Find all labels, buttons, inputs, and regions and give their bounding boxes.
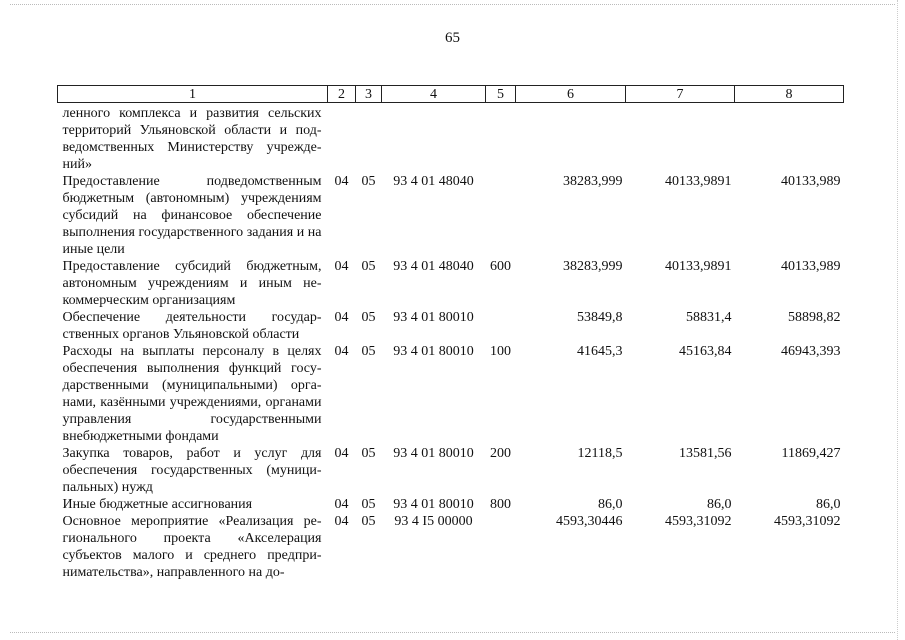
cell-expense-type: 200 [490,446,511,461]
table-header [58,86,844,103]
table-row [58,309,844,343]
cell-target-article: 93 4 01 48040 [393,259,474,274]
cell-amount-year-1: 4593,30446 [556,514,623,529]
cell-section: 04 [334,259,349,274]
cell-amount-year-1: 12118,5 [577,446,623,461]
cell-target-article [382,103,486,174]
scan-edge-right [897,0,899,640]
header-col-7: 7 [626,86,735,103]
table-row [58,173,844,258]
table-row [58,258,844,309]
page-number: 65 [445,30,460,46]
cell-description: ленного комплекса и развития сельских территорий Ульяновской области и подведомственных Министерству учреждений» [62,106,322,172]
cell-amount-year-3: 4593,31092 [774,514,841,529]
cell-subsection: 05 [361,174,376,189]
cell-section: 04 [334,310,349,325]
cell-amount-year-1 [516,103,626,174]
cell-amount-year-1: 38283,999 [563,174,623,189]
cell-target-article: 93 4 01 80010 [393,446,474,461]
cell-description: Иные бюджетные ассигнования [62,497,253,512]
cell-amount-year-3: 40133,989 [781,174,841,189]
cell-expense-type: 800 [490,497,511,512]
cell-amount-year-2: 58831,4 [686,310,732,325]
cell-amount-year-1: 41645,3 [577,344,623,359]
cell-expense-type [486,103,516,174]
cell-section: 04 [334,497,349,512]
header-col-1: 1 [58,86,328,103]
cell-section: 04 [334,514,349,529]
scan-edge-top [10,4,895,6]
cell-amount-year-2 [626,103,735,174]
header-row [58,86,844,103]
cell-amount-year-2: 13581,56 [679,446,732,461]
cell-section: 04 [334,174,349,189]
cell-target-article: 93 4 01 80010 [393,344,474,359]
cell-amount-year-1: 86,0 [598,497,623,512]
cell-description: Расходы на выплаты персоналу в целях обеспечения выполнения функций государственными (муниципальными) органами, казёнными учреждениями, органами управления государственными внебюджетными фондами [62,344,322,444]
cell-expense-type: 100 [490,344,511,359]
table-body [58,103,844,582]
cell-description: Предоставление подведомственным бюджетным (автономным) учреждениям субсидий на финансовое обеспечение выполнения государственного задания и на иные цели [62,174,322,257]
cell-amount-year-2: 4593,31092 [665,514,732,529]
budget-table [57,85,844,581]
cell-subsection: 05 [361,514,376,529]
cell-section: 04 [334,344,349,359]
header-col-8: 8 [735,86,844,103]
cell-amount-year-3: 40133,989 [781,259,841,274]
table-row [58,445,844,496]
cell-description: Предоставление субсидий бюджетным, автономным учреждениям и иным некоммерческим организациям [62,259,322,308]
scan-edge-bottom [10,632,895,634]
cell-target-article: 93 4 01 80010 [393,497,474,512]
cell-subsection: 05 [361,344,376,359]
header-col-2: 2 [328,86,356,103]
cell-amount-year-3: 46943,393 [781,344,841,359]
cell-expense-type [486,173,516,258]
cell-amount-year-3: 58898,82 [788,310,841,325]
cell-expense-type [486,513,516,581]
cell-section [328,103,356,174]
cell-subsection [356,103,382,174]
cell-expense-type: 600 [490,259,511,274]
cell-amount-year-2: 45163,84 [679,344,732,359]
cell-subsection: 05 [361,259,376,274]
cell-description: Закупка товаров, работ и услуг для обеспечения государственных (муниципальных) нужд [62,446,322,495]
cell-target-article: 93 4 01 80010 [393,310,474,325]
cell-amount-year-1: 38283,999 [563,259,623,274]
header-col-6: 6 [516,86,626,103]
cell-subsection: 05 [361,310,376,325]
cell-amount-year-1: 53849,8 [577,310,623,325]
cell-subsection: 05 [361,446,376,461]
header-col-3: 3 [356,86,382,103]
cell-amount-year-2: 40133,9891 [665,259,732,274]
table-row [58,103,844,174]
cell-target-article: 93 4 I5 00000 [394,514,473,529]
table-row [58,513,844,581]
cell-amount-year-3: 86,0 [816,497,841,512]
cell-amount-year-3 [735,103,844,174]
cell-description: Обеспечение деятельности государственных органов Ульяновской области [62,310,322,342]
header-col-5: 5 [486,86,516,103]
header-col-4: 4 [382,86,486,103]
cell-section: 04 [334,446,349,461]
cell-amount-year-3: 11869,427 [781,446,841,461]
table-row [58,496,844,513]
cell-subsection: 05 [361,497,376,512]
cell-description: Основное мероприятие «Реализация регионального проекта «Акселерация субъектов малого и среднего предпринимательства», направленного на до- [62,514,322,580]
cell-amount-year-2: 86,0 [707,497,732,512]
table-row [58,343,844,445]
cell-amount-year-2: 40133,9891 [665,174,732,189]
cell-expense-type [486,309,516,343]
cell-target-article: 93 4 01 48040 [393,174,474,189]
